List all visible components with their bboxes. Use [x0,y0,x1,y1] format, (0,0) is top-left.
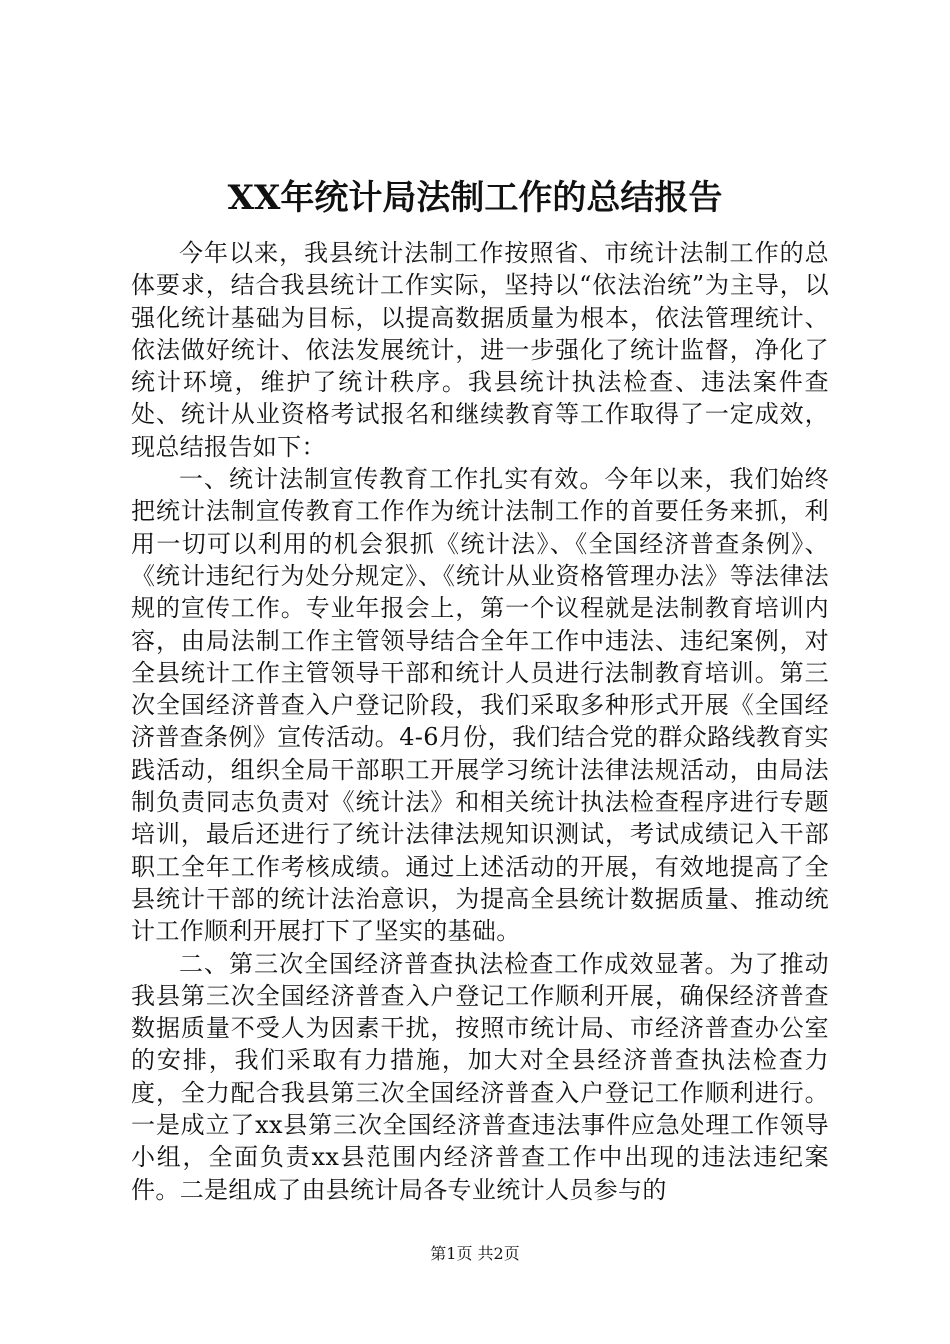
document-body [131,237,829,1206]
document-title: XX年统计局法制工作的总结报告 [227,178,723,218]
paragraph-section-1: 一、统计法制宣传教育工作扎实有效。今年以来，我们始终把统计法制宣传教育工作作为统计法制工作的首要任务来抓，利用一切可以利用的机会狠抓《统计法》、《全国经济普查条例》、《统计违纪行为处分规定》、《统计从业资格管理办法》等法律法规的宣传工作。专业年报会上，第一个议程就是法制教育培训内容，由局法制工作主管领导结合全年工作中违法、违纪案例，对全县统计工作主管领导干部和统计人员进行法制教育培训。第三次全国经济普查入户登记阶段，我们采取多种形式开展《全国经济普查条例》宣传活动。4-6月份，我们结合党的群众路线教育实践活动，组织全局干部职工开展学习统计法律法规活动，由局法制负责同志负责对《统计法》和相关统计执法检查程序进行专题培训，最后还进行了统计法律法规知识测试，考试成绩记入干部职工全年工作考核成绩。通过上述活动的开展，有效地提高了全县统计干部的统计法治意识，为提高全县统计数据质量、推动统计工作顺利开展打下了坚实的基础。 [131,465,829,946]
paragraph-intro: 今年以来，我县统计法制工作按照省、市统计法制工作的总体要求，结合我县统计工作实际，坚持以“依法治统”为主导，以强化统计基础为目标，以提高数据质量为根本，依法管理统计、依法做好统计、依法发展统计，进一步强化了统计监督，净化了统计环境，维护了统计秩序。我县统计执法检查、违法案件查处、统计从业资格考试报名和继续教育等工作取得了一定成效，现总结报告如下： [131,239,829,461]
page-number-footer: 第1页 共2页 [430,1244,520,1263]
paragraph-section-2: 二、第三次全国经济普查执法检查工作成效显著。为了推动我县第三次全国经济普查入户登记工作顺利开展，确保经济普查数据质量不受人为因素干扰，按照市统计局、市经济普查办公室的安排，我们采取有力措施，加大对全县经济普查执法检查力度，全力配合我县第三次全国经济普查入户登记工作顺利进行。一是成立了xx县第三次全国经济普查违法事件应急处理工作领导小组，全面负责xx县范围内经济普查工作中出现的违法违纪案件。二是组成了由县统计局各专业统计人员参与的 [131,949,829,1204]
